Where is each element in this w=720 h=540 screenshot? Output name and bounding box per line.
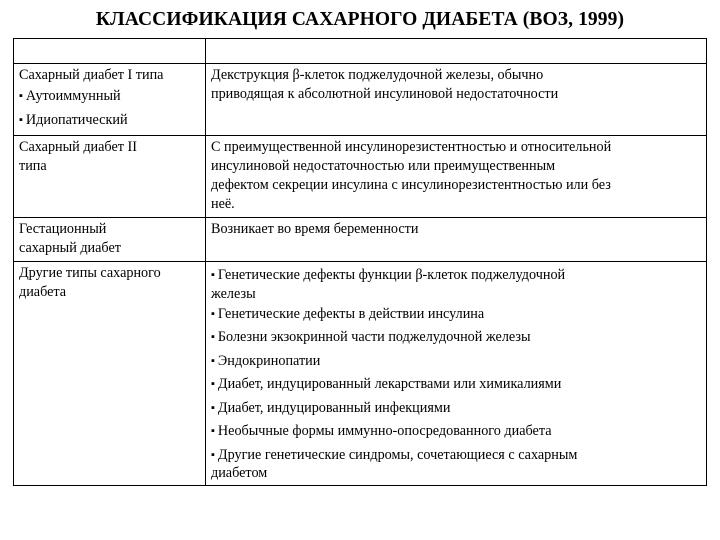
bullet-icon: ▪ bbox=[19, 90, 23, 102]
description-line: Декструкция β-клеток поджелудочной железы, обычно bbox=[211, 67, 544, 83]
bullet-icon: ▪ bbox=[211, 331, 215, 343]
type-name: диабета bbox=[19, 284, 67, 300]
bullet-icon: ▪ bbox=[211, 269, 215, 281]
description-item bbox=[211, 420, 701, 444]
type-name: Гестационный bbox=[19, 221, 107, 237]
description-item bbox=[211, 397, 701, 421]
bullet-icon: ▪ bbox=[211, 354, 215, 367]
bullet-icon: ▪ bbox=[19, 113, 23, 126]
header-cell-description bbox=[206, 39, 707, 64]
description-item-text: Диабет, индуцированный инфекциями bbox=[217, 399, 451, 416]
bullet-icon: ▪ bbox=[211, 378, 215, 390]
description-cell bbox=[206, 218, 707, 262]
type-name: типа bbox=[19, 158, 47, 174]
description-item-text: Генетические дефекты функции β-клеток поджелудочной bbox=[217, 267, 566, 283]
table-row bbox=[14, 64, 707, 136]
type-name: Сахарный диабет II bbox=[19, 139, 137, 155]
type-name: Сахарный диабет I типа bbox=[19, 67, 164, 83]
table-row bbox=[14, 262, 707, 486]
page-title: КЛАССИФИКАЦИЯ САХАРНОГО ДИАБЕТА (ВОЗ, 1999) bbox=[95, 9, 625, 30]
description-item bbox=[211, 303, 701, 327]
description-item-text: Эндокринопатии bbox=[217, 352, 321, 369]
subtype-item bbox=[19, 109, 200, 133]
type-cell bbox=[14, 64, 206, 136]
description-item-continuation: железы bbox=[211, 285, 256, 302]
description-item-text: Болезни экзокринной части поджелудочной железы bbox=[217, 329, 531, 345]
subtype-label: Идиопатический bbox=[25, 111, 128, 128]
description-item-text: Диабет, индуцированный лекарствами или химикалиями bbox=[217, 376, 562, 392]
type-cell bbox=[14, 262, 206, 486]
description-item bbox=[211, 373, 701, 397]
table-row bbox=[14, 136, 707, 218]
table-row bbox=[14, 218, 707, 262]
type-name: сахарный диабет bbox=[19, 240, 121, 256]
type-name: Другие типы сахарного bbox=[19, 265, 161, 281]
description-line: неё. bbox=[211, 196, 235, 212]
bullet-icon: ▪ bbox=[211, 401, 215, 414]
description-line: инсулиновой недостаточностью или преимущественным bbox=[211, 158, 556, 174]
description-line: С преимущественной инсулинорезистентностью и относительной bbox=[211, 139, 612, 155]
bullet-icon: ▪ bbox=[211, 307, 215, 320]
description-cell bbox=[206, 64, 707, 136]
description-item bbox=[211, 326, 701, 350]
type-cell bbox=[14, 218, 206, 262]
bullet-icon: ▪ bbox=[211, 425, 215, 437]
description-item-continuation: диабетом bbox=[211, 465, 268, 481]
description-line: Возникает во время беременности bbox=[211, 221, 419, 237]
subtype-item bbox=[19, 85, 200, 109]
description-line: дефектом секреции инсулина с инсулинорезистентностью или без bbox=[211, 177, 611, 193]
table-header-row bbox=[14, 39, 707, 64]
description-item-text: Другие генетические синдромы, сочетающиеся с сахарным bbox=[217, 446, 578, 463]
description-cell bbox=[206, 136, 707, 218]
description-item-text: Генетические дефекты в действии инсулина bbox=[217, 305, 485, 322]
description-item-text: Необычные формы иммунно-опосредованного диабета bbox=[217, 423, 552, 439]
header-cell-type bbox=[14, 39, 206, 64]
description-line: приводящая к абсолютной инсулиновой недостаточности bbox=[211, 86, 559, 102]
bullet-icon: ▪ bbox=[211, 448, 215, 461]
description-cell bbox=[206, 262, 707, 486]
subtype-label: Аутоиммунный bbox=[25, 88, 121, 104]
classification-table bbox=[13, 38, 707, 486]
type-cell bbox=[14, 136, 206, 218]
description-item bbox=[211, 350, 701, 374]
